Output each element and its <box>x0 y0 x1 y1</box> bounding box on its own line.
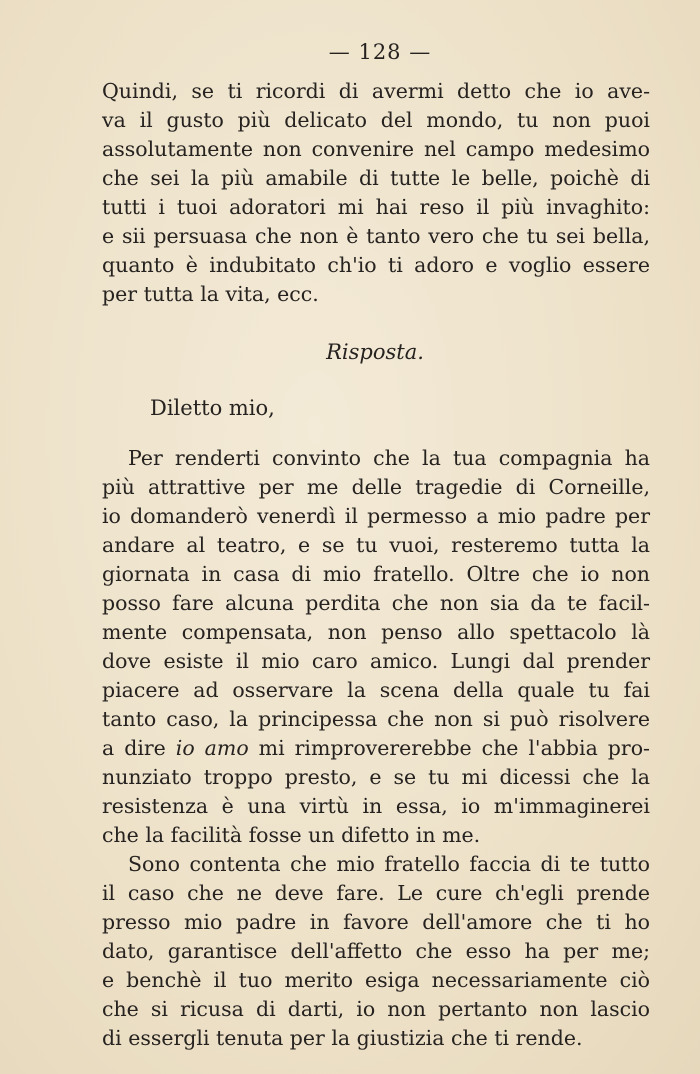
text-line: va il gusto più delicato del mondo, tu non puoi <box>102 108 650 132</box>
text-line: andare al teatro, e se tu vuoi, resteremo tutta la <box>102 533 650 557</box>
text-line: tutti i tuoi adoratori mi hai reso il più invaghito: <box>102 195 650 219</box>
text-line: di essergli tenuta per la giustizia che ti rende. <box>102 1026 583 1050</box>
text-line: tanto caso, la principessa che non si può risolvere <box>102 707 650 731</box>
text-line: piacere ad osservare la scena della quale tu fai <box>102 678 650 702</box>
text-line: Sono contenta che mio fratello faccia di te tutto <box>128 852 650 876</box>
section-heading: Risposta. <box>326 340 424 364</box>
text-line: Per renderti convinto che la tua compagnia ha <box>128 446 650 470</box>
text-line: mente compensata, non penso allo spettacolo là <box>102 620 650 644</box>
text-line: il caso che ne deve fare. Le cure ch'egli prende <box>102 881 650 905</box>
text-fragment: a dire <box>102 736 176 760</box>
text-line: Quindi, se ti ricordi di avermi detto che io ave- <box>102 79 650 103</box>
text-line: io domanderò venerdì il permesso a mio padre per <box>102 504 650 528</box>
text-line: assolutamente non convenire nel campo medesimo <box>102 137 650 161</box>
text-line: dato, garantisce dell'affetto che esso ha per me; <box>102 939 650 963</box>
text-line-with-emphasis <box>102 734 650 763</box>
text-line: resistenza è una virtù in essa, io m'immaginerei <box>102 794 650 818</box>
text-line: nunziato troppo presto, e se tu mi dicessi che la <box>102 765 650 789</box>
text-line: per tutta la vita, ecc. <box>102 282 319 306</box>
text-line: posso fare alcuna perdita che non sia da te facil- <box>102 591 650 615</box>
text-line: dove esiste il mio caro amico. Lungi dal prender <box>102 649 650 673</box>
text-line: che la facilità fosse un difetto in me. <box>102 823 481 847</box>
salutation: Diletto mio, <box>150 396 275 420</box>
paragraph-3 <box>102 850 650 1053</box>
text-line: giornata in casa di mio fratello. Oltre che io non <box>102 562 650 586</box>
text-line: più attrattive per me delle tragedie di Corneille, <box>102 475 650 499</box>
paragraph-1 <box>102 77 650 309</box>
text-line: che si ricusa di darti, io non pertanto non lascio <box>102 997 650 1021</box>
page-number: — 128 — <box>328 40 432 64</box>
text-line: e sii persuasa che non è tanto vero che tu sei bella, <box>102 224 650 248</box>
text-line: presso mio padre in favore dell'amore che ti ho <box>102 910 650 934</box>
text-line: e benchè il tuo merito esiga necessariamente ciò <box>102 968 650 992</box>
emphasis-io-amo: io amo <box>175 736 249 760</box>
text-line: che sei la più amabile di tutte le belle, poichè di <box>102 166 650 190</box>
paragraph-2 <box>102 444 650 850</box>
text-line: quanto è indubitato ch'io ti adoro e voglio essere <box>102 253 650 277</box>
text-fragment: mi rimprovererebbe che l'abbia pro- <box>248 736 650 760</box>
